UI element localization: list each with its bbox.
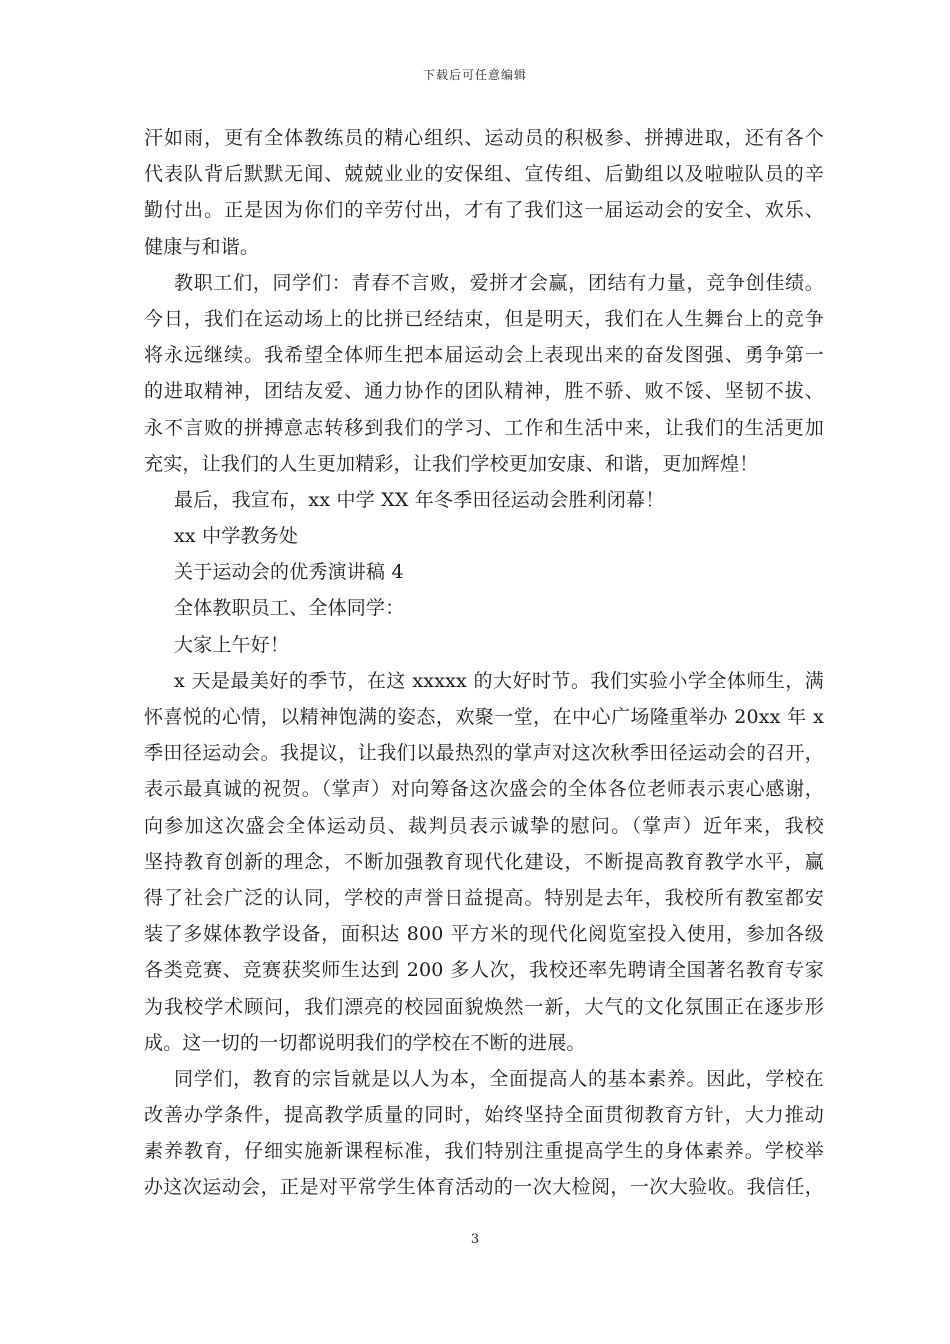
text-line: 办这次运动会，正是对平常学生体育活动的一次大检阅，一次大验收。我信任， — [144, 1176, 824, 1199]
text-line: 大家上午好！ — [174, 633, 290, 656]
text-line: 勤付出。正是因为你们的辛劳付出，才有了我们这一届运动会的安全、欢乐、 — [144, 199, 824, 222]
text-line: 代表队背后默默无闻、兢兢业业的安保组、宣传组、后勤组以及啦啦队员的辛 — [144, 163, 824, 186]
text-line: 充实，让我们的人生更加精彩，让我们学校更加安康、和谐，更加辉煌！ — [144, 452, 759, 475]
text-line: 成。这一切的一切都说明我们的学校在不断的进展。 — [144, 1031, 586, 1054]
text-line: 今日，我们在运动场上的比拼已经结束，但是明天，我们在人生舞台上的竞争 — [144, 307, 824, 330]
page-number: 3 — [470, 1232, 480, 1247]
text-line: 季田径运动会。我提议，让我们以最热烈的掌声对这次秋季田径运动会的召开， — [144, 742, 824, 765]
text-line: 的进取精神，团结友爱、通力协作的团队精神，胜不骄、败不馁、坚韧不拔、 — [144, 380, 824, 403]
text-line: 改善办学条件，提高教学质量的同时，始终坚持全面贯彻教育方针，大力推动 — [144, 1104, 824, 1127]
text-line: 最后，我宣布，xx 中学 XX 年冬季田径运动会胜利闭幕！ — [174, 488, 665, 511]
text-line: 汗如雨，更有全体教练员的精心组织、运动员的积极参、拼搏进取，还有各个 — [144, 127, 824, 149]
page-header: 下载后可任意编辑 — [422, 68, 527, 82]
text-line: 各类竞赛、竞赛获奖师生达到 200 多人次，我校还率先聘请全国著名教育专家 — [144, 959, 824, 982]
text-line: 为我校学术顾问，我们漂亮的校园面貌焕然一新，大气的文化氛围正在逐步形 — [144, 995, 824, 1018]
text-line: 健康与和谐。 — [144, 235, 260, 258]
document-body — [144, 120, 824, 1206]
text-line: 向参加这次盛会全体运动员、裁判员表示诚挚的慰问。（掌声）近年来，我校 — [144, 814, 824, 837]
text-line: 装了多媒体教学设备，面积达 800 平方米的现代化阅览室投入使用，参加各级 — [144, 923, 824, 946]
text-line: 坚持教育创新的理念，不断加强教育现代化建设，不断提高教育教学水平，赢 — [144, 850, 824, 873]
text-line: xx 中学教务处 — [174, 525, 299, 548]
text-line: 怀喜悦的心情，以精神饱满的姿态，欢聚一堂，在中心广场隆重举办 20xx 年 x — [144, 706, 824, 728]
text-line: 表示最真诚的祝贺。（掌声）对向筹备这次盛会的全体各位老师表示衷心感谢， — [144, 778, 824, 801]
text-line: 永不言败的拼搏意志转移到我们的学习、工作和生活中来，让我们的生活更加 — [144, 416, 824, 439]
text-line: 同学们，教育的宗旨就是以人为本，全面提高人的基本素养。因此，学校在 — [174, 1067, 824, 1090]
text-line: 得了社会广泛的认同，学校的声誉日益提高。特别是去年，我校所有教室都安 — [144, 886, 824, 909]
text-line: 素养教育，仔细实施新课程标准，我们特别注重提高学生的身体素养。学校举 — [144, 1140, 824, 1163]
text-line: x 天是最美好的季节，在这 xxxxx 的大好时节。我们实验小学全体师生，满 — [174, 669, 824, 692]
text-line: 将永远继续。我希望全体师生把本届运动会上表现出来的奋发图强、勇争第一 — [144, 344, 824, 367]
text-line: 关于运动会的优秀演讲稿 4 — [174, 561, 404, 584]
text-line: 教职工们，同学们：青春不言败，爱拼才会赢，团结有力量，竞争创佳绩。 — [174, 271, 824, 294]
text-line: 全体教职员工、全体同学： — [174, 597, 405, 620]
